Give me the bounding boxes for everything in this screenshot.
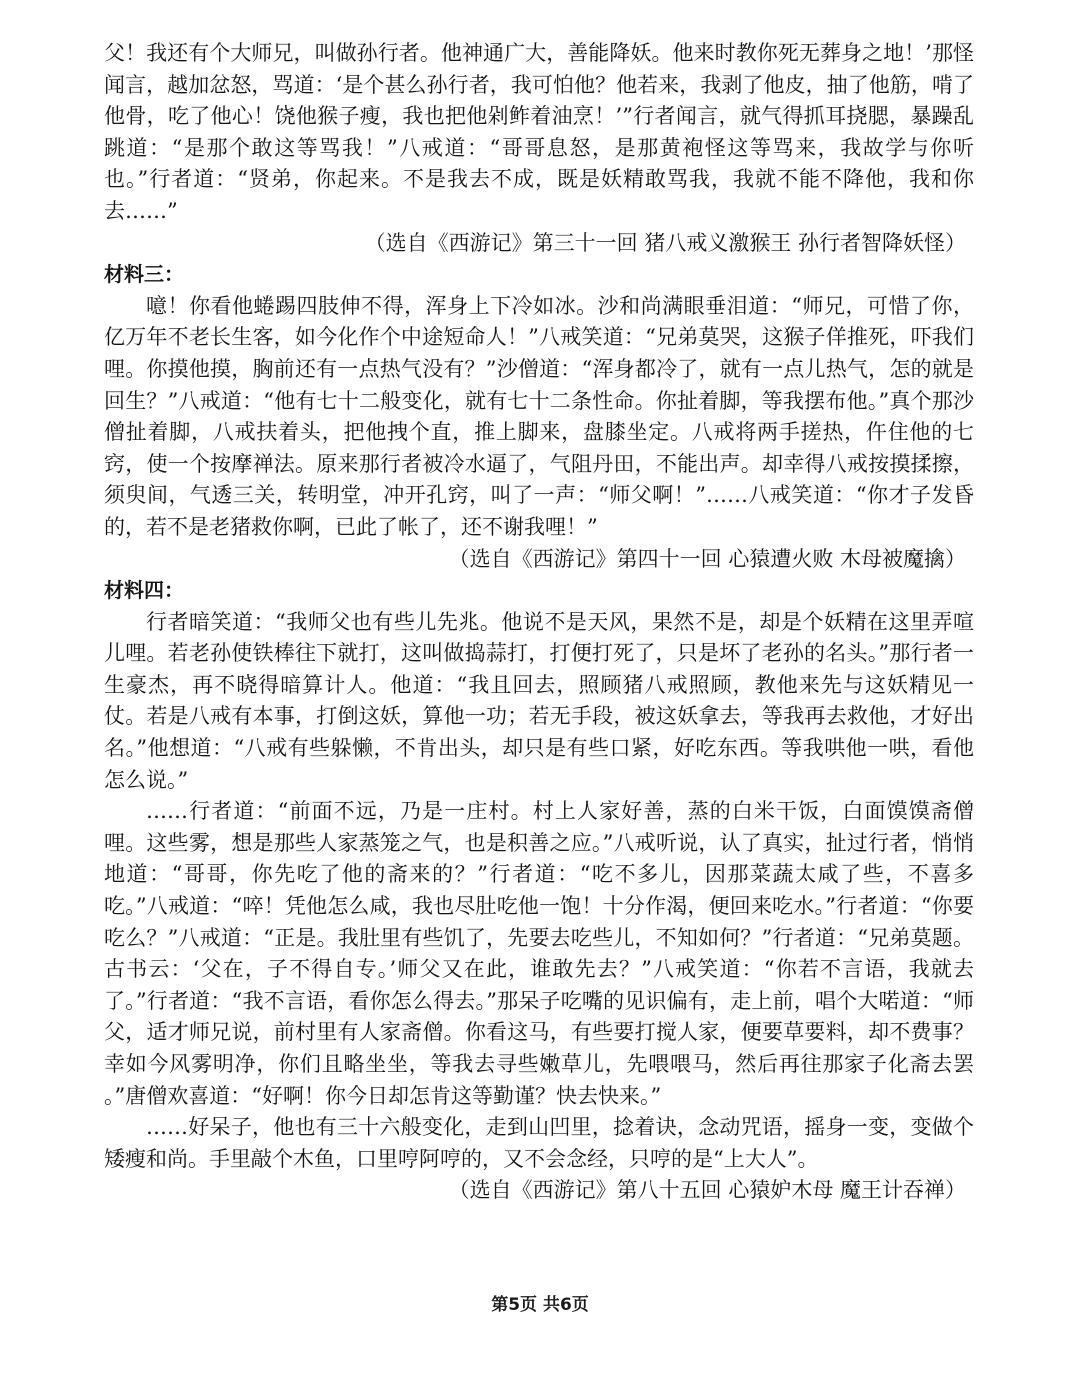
material2-source: （选自《西游记》第三十一回 猪八戒义激猴王 孙行者智降妖怪）: [364, 230, 966, 255]
material3-heading: 材料三：: [104, 262, 184, 287]
material4-paragraph-2: ……行者道：“前面不远，乃是一庄村。村上人家好善，蒸的白米干饭，白面馍馍斋僧哩。这些雾，想是那些人家蒸笼之气，也是积善之应。”八戒听说，认了真实，扯过行者，悄悄地道：“哥哥，你先吃了他的斋来的？”行者道：“吃不多儿，因那菜蔬太咸了些，不喜多吃。”八戒道：“啐！凭他怎么咸，我也尽肚吃他一饱！十分作渴，便回来吃水。”行者道：“你要吃么？”八戒道：“正是。我肚里有些饥了，先要去吃些儿，不知如何？”行者道：“兄弟莫题。古书云：‘父在，子不得自专。’师父又在此，谁敢先去？”八戒笑道：“你若不言语，我就去了。”行者道：“我不言语，看你怎么得去。”那呆子吃嘴的见识偏有，走上前，唱个大喏道：“师父，适才师兄说，前村里有人家斋僧。你看这马，有些要打搅人家，便要草要料，却不费事？幸如今风雾明净，你们且略坐坐，等我去寻些嫩草儿，先喂喂马，然后再往那家子化斋去罢 。”唐僧欢喜道：“好啊！你今日却怎肯这等勤谨？快去快来。”: [104, 799, 974, 1108]
material4-heading: 材料四：: [104, 578, 184, 603]
material4-source: （选自《西游记》第八十五回 心猿妒木母 魔王计吞禅）: [448, 1178, 966, 1203]
material3-paragraph: 噫！你看他蜷踢四肢伸不得，浑身上下冷如冰。沙和尚满眼垂泪道：“师兄，可惜了你，亿万年不老长生客，如今化作个中途短命人！”八戒笑道：“兄弟莫哭，这猴子佯推死，吓我们哩。你摸他摸，胸前还有一点热气没有？”沙僧道：“浑身都冷了，就有一点儿热气，怎的就是回生？”八戒道：“他有七十二般变化，就有七十二条性命。你扯着脚，等我摆布他。”真个那沙僧扯着脚，八戒扶着头，把他拽个直，推上脚来，盘膝坐定。八戒将两手搓热，仵住他的七窍，使一个按摩禅法。原来那行者被冷水逼了，气阻丹田，不能出声。却幸得八戒按摸揉擦，须臾间，气透三关，转明堂，冲开孔窍，叫了一声：“师父啊！”……八戒笑道：“你才子发昏的，若不是老猪救你啊，已此了帐了，还不谢我哩！”: [104, 293, 974, 539]
material2-tail-paragraph: 父！我还有个大师兄，叫做孙行者。他神通广大，善能降妖。他来时教你死无葬身之地！’那怪闻言，越加忿怒，骂道：‘是个甚么孙行者，我可怕他？他若来，我剥了他皮，抽了他筋，啃了他骨，吃了他心！饶他猴子瘦，我也把他剁鲊着油烹！’”行者闻言，就气得抓耳挠腮，暴躁乱跳道：“是那个敢这等骂我！”八戒道：“哥哥息怒，是那黄袍怪这等骂来，我故学与你听也。”行者道：“贤弟，你起来。不是我去不成，既是妖精敢骂我，我就不能不降他，我和你去……”: [104, 41, 974, 223]
exam-page: [104, 38, 974, 1207]
page-number-footer: 第5页 共6页: [491, 1295, 589, 1315]
material3-source: （选自《西游记》第四十一回 心猿遭火败 木母被魔擒）: [448, 546, 966, 571]
material4-paragraph-3: ……好呆子，他也有三十六般变化，走到山凹里，捻着诀，念动咒语，摇身一变，变做个矮瘦和尚。手里敲个木鱼，口里哼阿哼的，又不会念经，只哼的是“上大人”。: [104, 1115, 974, 1171]
material4-paragraph-1: 行者暗笑道：“我师父也有些儿先兆。他说不是天风，果然不是，却是个妖精在这里弄喧儿哩。若老孙使铁棒往下就打，这叫做捣蒜打，打便打死了，只是坏了老孙的名头。”那行者一生豪杰，再不晓得暗算计人。他道：“我且回去，照顾猪八戒照顾，教他来先与这妖精见一仗。若是八戒有本事，打倒这妖，算他一功；若无手段，被这妖拿去，等我再去救他，才好出名。”他想道：“八戒有些躲懒，不肯出头，却只是有些口紧，好吃东西。等我哄他一哄，看他怎么说。”: [104, 609, 974, 792]
